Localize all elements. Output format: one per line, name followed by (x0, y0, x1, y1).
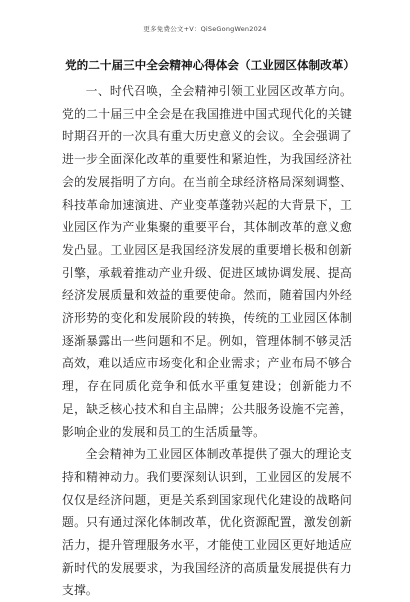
document-title: 党的二十届三中全会精神心得体会（工业园区体制改革） (65, 58, 355, 72)
paragraph-2: 全会精神为工业园区体制改革提供了强大的理论支持和精神动力。我们要深刻认识到，工业园区的发展不仅仅是经济问题，更是关系到国家现代化建设的战略问题。只有通过深化体制改革，优化资源配置，激发创新活力，提升管理服务水平，才能使工业园区更好地适应新时代的发展要求，为我国经济的高质量发展提供有力支撑。 (62, 447, 352, 598)
document-body (62, 80, 352, 602)
header-watermark: 更多免费公文+V：QiSeGongWen2024 (143, 25, 267, 33)
paragraph-1: 一、时代召唤，全会精神引领工业园区改革方向。党的二十届三中全会是在我国推进中国式现代化的关键时期召开的一次具有重大历史意义的会议。全会强调了进一步全面深化改革的重要性和紧迫性，为我国经济社会的发展指明了方向。在当前全球经济格局深刻调整、科技革命加速演进、产业变革蓬勃兴起的大背景下，工业园区作为产业集聚的重要平台，其体制改革的意义愈发凸显。工业园区是我国经济发展的重要增长极和创新引擎，承载着推动产业升级、促进区域协调发展、提高经济发展质量和效益的重要使命。然而，随着国内外经济形势的变化和发展阶段的转换，传统的工业园区体制逐渐暴露出一些问题和不足。例如，管理体制不够灵活高效，难以适应市场变化和企业需求；产业布局不够合理，存在同质化竞争和低水平重复建设；创新能力不足，缺乏核心技术和自主品牌；公共服务设施不完善，影响企业的发展和员工的生活质量等。 (62, 84, 352, 439)
